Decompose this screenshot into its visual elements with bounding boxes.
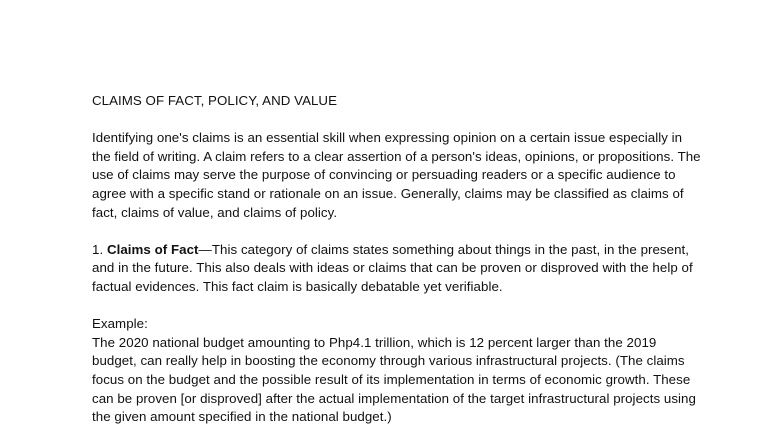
section-body: —This category of claims states something about things in the past, in the present, and in the future. This also deals with ideas or claims that can be proven or disproved with the help of factual evidences. This fact claim is basically debatable yet verifiable.: [92, 241, 693, 294]
document-page: [92, 92, 702, 427]
spacer: [92, 222, 702, 241]
spacer: [92, 111, 702, 130]
document-title: CLAIMS OF FACT, POLICY, AND VALUE: [92, 93, 338, 108]
example-text: The 2020 national budget amounting to Php4.1 trillion, which is 12 percent larger than the 2019 budget, can really help in boosting the economy through various infrastructural projects. (The claims focus on the budget and the possible result of its implementation in terms of economic growth. These can be proven [or disproved] after the actual implementation of the target infrastructural projects using the given amount specified in the national budget.): [92, 334, 696, 425]
claims-of-fact-paragraph: [92, 241, 702, 297]
section-number: 1.: [92, 241, 107, 257]
intro-paragraph: Identifying one's claims is an essential skill when expressing opinion on a certain issue especially in the field of writing. A claim refers to a clear assertion of a person's ideas, opinions, or propositions. The use of claims may serve the purpose of convincing or persuading readers or a specific audience to agree with a specific stand or rationale on an issue. Generally, claims may be classified as claims of fact, claims of value, and claims of policy.: [92, 130, 701, 220]
example-label: Example:: [92, 316, 148, 332]
section-term: Claims of Fact: [106, 241, 199, 257]
spacer: [92, 297, 702, 316]
